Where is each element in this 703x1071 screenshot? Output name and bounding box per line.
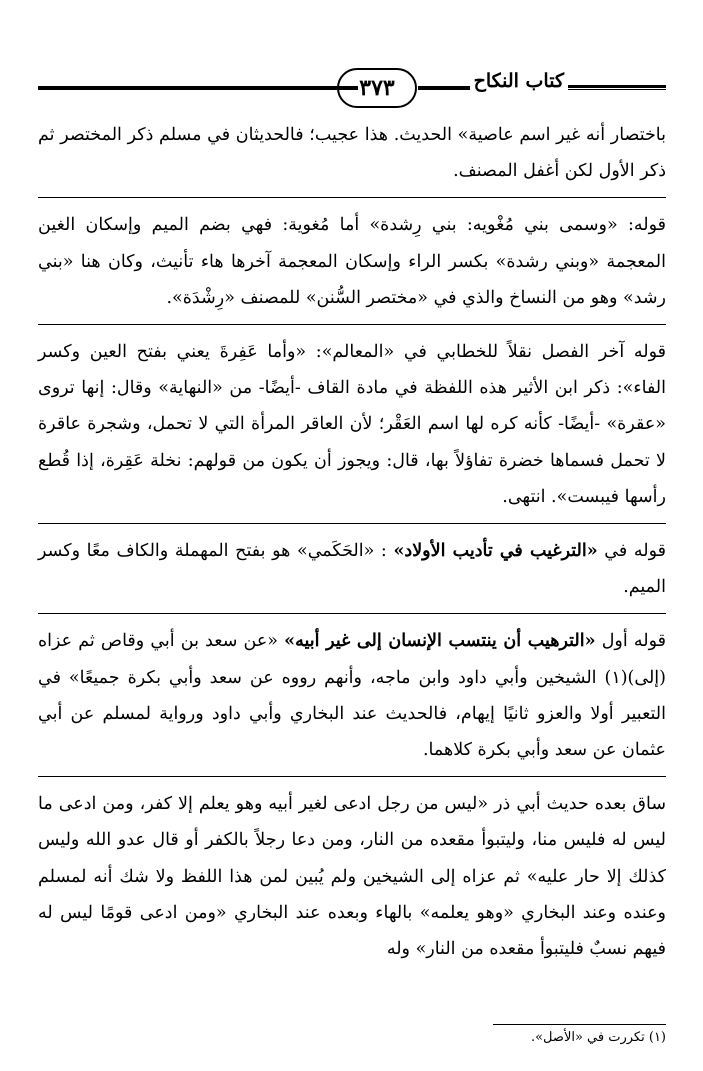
page-header [38, 66, 666, 112]
footnote: (١) تكررت في «الأصل». [530, 1030, 666, 1045]
chapter-title: كتاب النكاح [473, 70, 564, 92]
paragraph-6: ساق بعده حديث أبي ذر «ليس من رجل ادعى لغير أبيه وهو يعلم إلا كفر، ومن ادعى ما ليس له فليس منا، وليتبوأ مقعده من النار، ومن دعا رجلاً بالكفر أو قال عدو الله وليس كذلك إلا حار عليه» ثم عزاه إلى الشيخين ولم يُبين لمن هذا اللفظ ولا شك أنه لمسلم وعنده وعند البخاري «وهو يعلمه» بالهاء وبعده عند البخاري «ومن ادعى قومًا ليس له فيهم نسبٌ فليتبوأ مقعده من النار» وله [38, 794, 666, 960]
footnote-divider [493, 1024, 666, 1025]
chapter-reference: «الترغيب في تأديب الأولاد» [393, 541, 598, 562]
section-divider [38, 776, 666, 777]
page-number: ٣٧٣ [337, 68, 417, 108]
header-rule-right [568, 85, 666, 90]
page-body [38, 117, 666, 967]
paragraph-2: قوله: «وسمى بني مُغْويه: بني رِشدة» أما مُغوية: فهي بضم الميم وإسكان الغين المعجمة «وبني رشدة» بكسر الراء وإسكان المعجمة آخرها هاء تأنيث، وكان هنا «بني رشد» وهو من النساخ والذي في «مختصر السُّنن» للمصنف «رِشْدَة». [38, 215, 666, 308]
section-divider [38, 613, 666, 614]
header-rule-left [38, 86, 358, 90]
section-divider [38, 197, 666, 198]
paragraph-1: باختصار أنه غير اسم عاصية» الحديث. هذا عجيب؛ فالحديثان في مسلم ذكر المختصر ثم ذكر الأول لكن أغفل المصنف. [38, 125, 666, 182]
paragraph-4: قوله في «الترغيب في تأديب الأولاد» : «الحَكَمي» هو بفتح المهملة والكاف معًا وكسر الميم. [38, 541, 667, 598]
header-rule-middle [418, 86, 470, 90]
book-page [38, 0, 666, 1071]
section-divider [38, 324, 666, 325]
section-divider [38, 523, 666, 524]
chapter-reference: «الترهيب أن ينتسب الإنسان إلى غير أبيه» [284, 631, 596, 652]
paragraph-3: قوله آخر الفصل نقلاً للخطابي في «المعالم»: «وأما عَفِرةَ يعني بفتح العين وكسر الفاء»: ذكر ابن الأثير هذه اللفظة في مادة القاف -أيضًا- من «النهاية» وقال: إنها تروى «عقرة» -أيضًا- كأنه كره لها اسم العَقْر؛ لأن العاقر المرأة التي لا تحمل، وشجرة عاقرة لا تحمل فسماها خضرة تفاؤلاً بها، قال: ويجوز أن يكون من قولهم: نخلة عَقِرة، إذا قُطع رأسها فيبست». انتهى. [38, 342, 666, 507]
paragraph-5: قوله أول «الترهيب أن ينتسب الإنسان إلى غير أبيه» «عن سعد بن أبي وقاص ثم عزاه (إلى)(١) الشيخين وأبي داود وابن ماجه، وأنهم رووه عن سعد وأبي بكرة جميعًا» في التعبير أولا والعزو ثانيًا إيهام، فالحديث عند البخاري وأبي داود ورواية لمسلم عن أبي عثمان عن سعد وأبي بكرة كلاهما. [38, 631, 666, 761]
